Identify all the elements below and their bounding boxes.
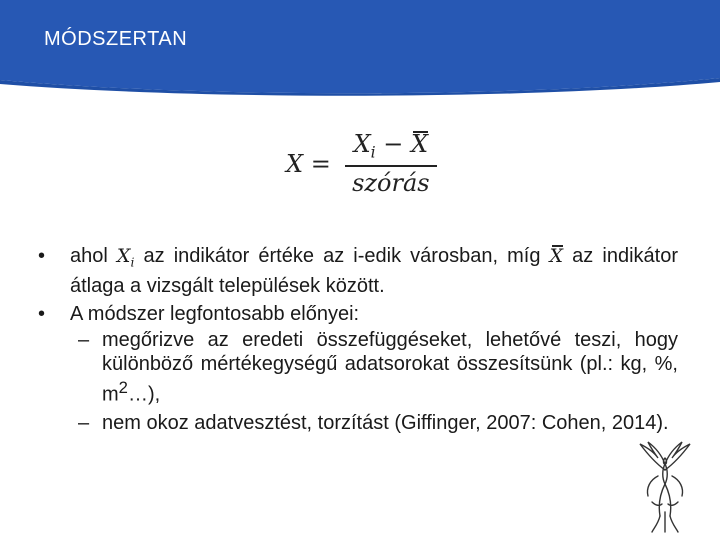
formula-lhs: X = xyxy=(286,149,331,178)
bullet-advantages xyxy=(38,302,678,326)
inline-var-xi: $X_i$ xyxy=(116,245,135,270)
formula-denominator: szórás xyxy=(352,169,430,198)
slide-body xyxy=(38,244,678,435)
sub-bullet-no-data-loss: – nem okoz adatvesztést, torzítást (Giffinger, 2007: Cohen, 2014). xyxy=(78,411,669,434)
bullet-definition: • ahol $X_i$ az indikátor értéke az i-edik városban, míg X az indikátor átlaga a vizsgált települések között. xyxy=(38,245,678,298)
bullet-marker: • xyxy=(38,245,46,267)
phoenix-logo-icon xyxy=(636,440,694,539)
formula-numerator: $X_i - X$ xyxy=(353,130,429,162)
slide-title: MÓDSZERTAN xyxy=(44,28,188,50)
sub-bullet-marker: – xyxy=(78,329,90,352)
z-score-formula xyxy=(286,130,437,197)
bullet-marker: • xyxy=(38,303,46,326)
sub-bullet-marker: – xyxy=(78,411,90,434)
mean-symbol: X xyxy=(411,130,429,158)
formula-fraction xyxy=(345,130,437,197)
sub-bullet-aggregation: – megőrizve az eredeti összefüggéseket, lehetővé teszi, hogy különböző mértékegységű adatsorokat összesítsünk (pl.: kg, %, $m^2\dots$), xyxy=(78,329,678,406)
inline-mean-symbol: X xyxy=(549,245,564,267)
bullet-advantages-label: A módszer legfontosabb előnyei: xyxy=(70,303,360,326)
